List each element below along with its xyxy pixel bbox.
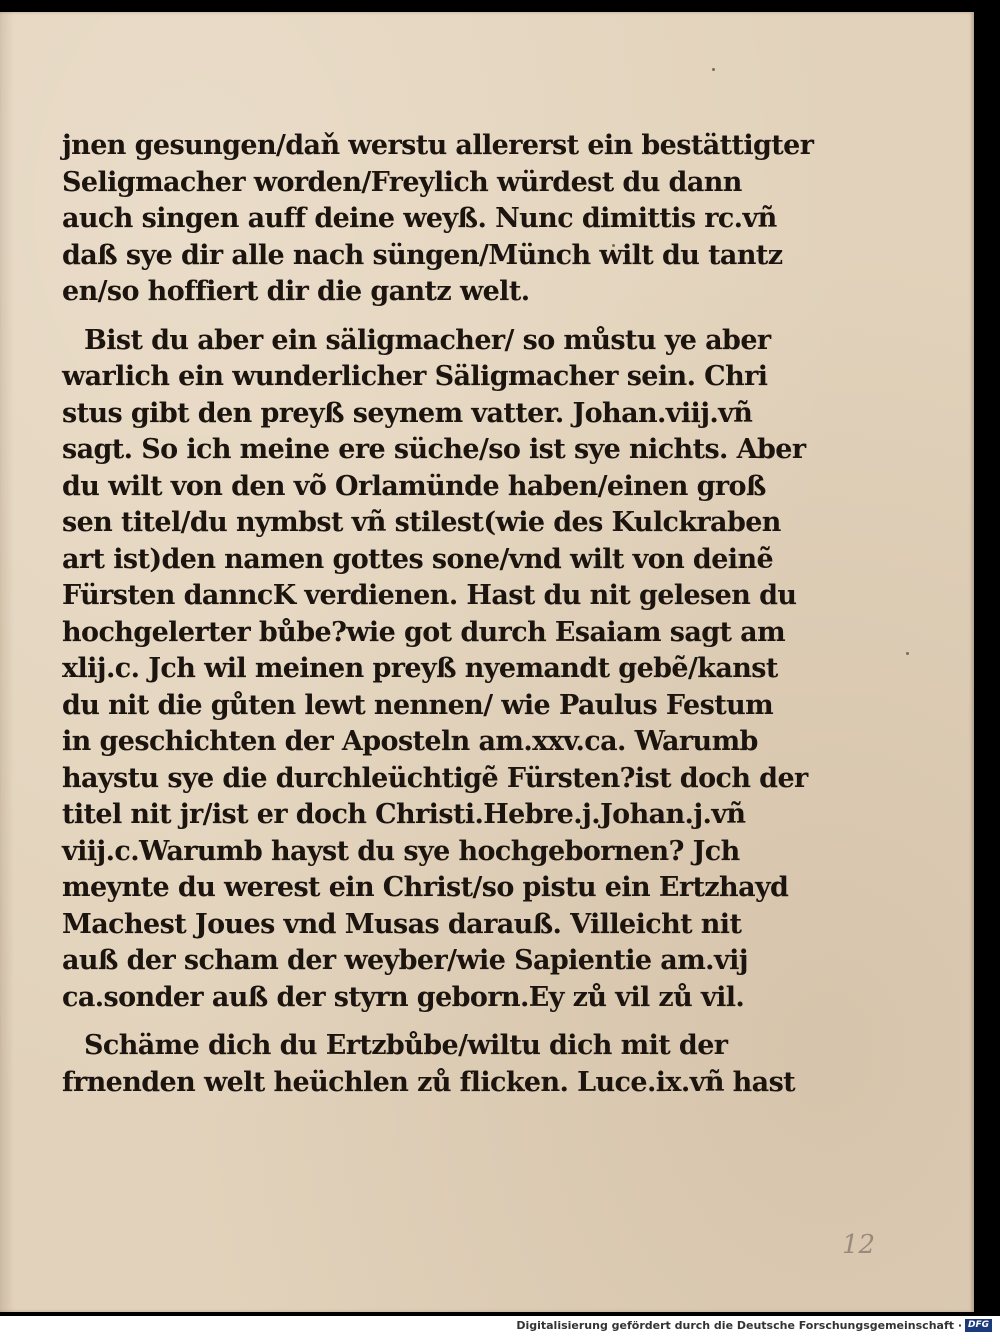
text-line: frnenden welt heüchlen zů flicken. Luce.ix.vñ hast bbox=[62, 1066, 796, 1098]
text-line: sagt. So ich meine ere süche/so ist sye nichts. Aber bbox=[62, 434, 806, 465]
text-line: Machest Joues vnd Musas darauß. Villeicht nit bbox=[62, 908, 742, 940]
text-line: Seligmacher worden/Freylich würdest du dann bbox=[62, 166, 742, 198]
text-line: auch singen auff deine weyß. Nunc dimittis rc.vñ bbox=[62, 203, 777, 234]
paper-speck bbox=[712, 68, 715, 71]
text-line: warlich ein wunderlicher Säligmacher sein. Chri bbox=[62, 361, 768, 392]
blackletter-text-body bbox=[62, 128, 814, 1101]
text-line: Schäme dich du Ertzbůbe/wiltu dich mit der bbox=[84, 1030, 728, 1061]
folio-number: 12 bbox=[842, 1230, 876, 1260]
text-line: haystu sye die durchleüchtigẽ Fürsten?ist doch der bbox=[62, 762, 808, 794]
text-line: Bist du aber ein säligmacher/ so můstu ye aber bbox=[84, 324, 771, 356]
text-line: du nit die gůten lewt nennen/ wie Paulus Festum bbox=[62, 689, 774, 721]
text-line: en/so hoffiert dir die gantz welt. bbox=[62, 276, 530, 307]
text-line: du wilt von den võ Orlamünde haben/einen groß bbox=[62, 470, 766, 502]
text-line: art ist)den namen gottes sone/vnd wilt von deinẽ bbox=[62, 543, 774, 575]
paper-speck bbox=[906, 652, 909, 655]
text-line: in geschichten der Aposteln am.xxv.ca. Warumb bbox=[62, 726, 758, 757]
digitization-credit: Digitalisierung gefördert durch die Deutsche Forschungsgemeinschaft · bbox=[516, 1319, 962, 1332]
text-line: auß der scham der weyber/wie Sapientie am.vij bbox=[62, 945, 748, 976]
text-line: stus gibt den preyß seynem vatter. Johan.viij.vñ bbox=[62, 397, 753, 429]
text-line: Fürsten danncK verdienen. Hast du nit gelesen du bbox=[62, 580, 797, 611]
text-paragraph bbox=[62, 323, 808, 1017]
dfg-logo-icon: DFG bbox=[965, 1319, 992, 1332]
text-paragraph bbox=[62, 1028, 796, 1101]
text-line: xlij.c. Jch wil meinen preyß nyemandt gebẽ/kanst bbox=[62, 653, 778, 684]
text-line: titel nit jr/ist er doch Christi.Hebre.j.Johan.j.vñ bbox=[62, 799, 746, 830]
text-line: meynte du werest ein Christ/so pistu ein Ertzhayd bbox=[62, 872, 789, 903]
text-line: ca.sonder auß der styrn geborn.Ey zů vil zů vil. bbox=[62, 981, 745, 1013]
scan-edge bbox=[974, 12, 1000, 1312]
text-line: jnen gesungen/daň werstu allererst ein bestättigter bbox=[62, 130, 814, 161]
text-paragraph bbox=[62, 128, 814, 311]
text-line: sen titel/du nymbst vñ stilest(wie des Kulckraben bbox=[62, 507, 781, 538]
text-line: hochgelerter bůbe?wie got durch Esaiam sagt am bbox=[62, 616, 786, 648]
text-line: daß sye dir alle nach süngen/Münch wilt du tantz bbox=[62, 239, 783, 271]
text-line: viij.c.Warumb hayst du sye hochgebornen? Jch bbox=[62, 835, 740, 867]
